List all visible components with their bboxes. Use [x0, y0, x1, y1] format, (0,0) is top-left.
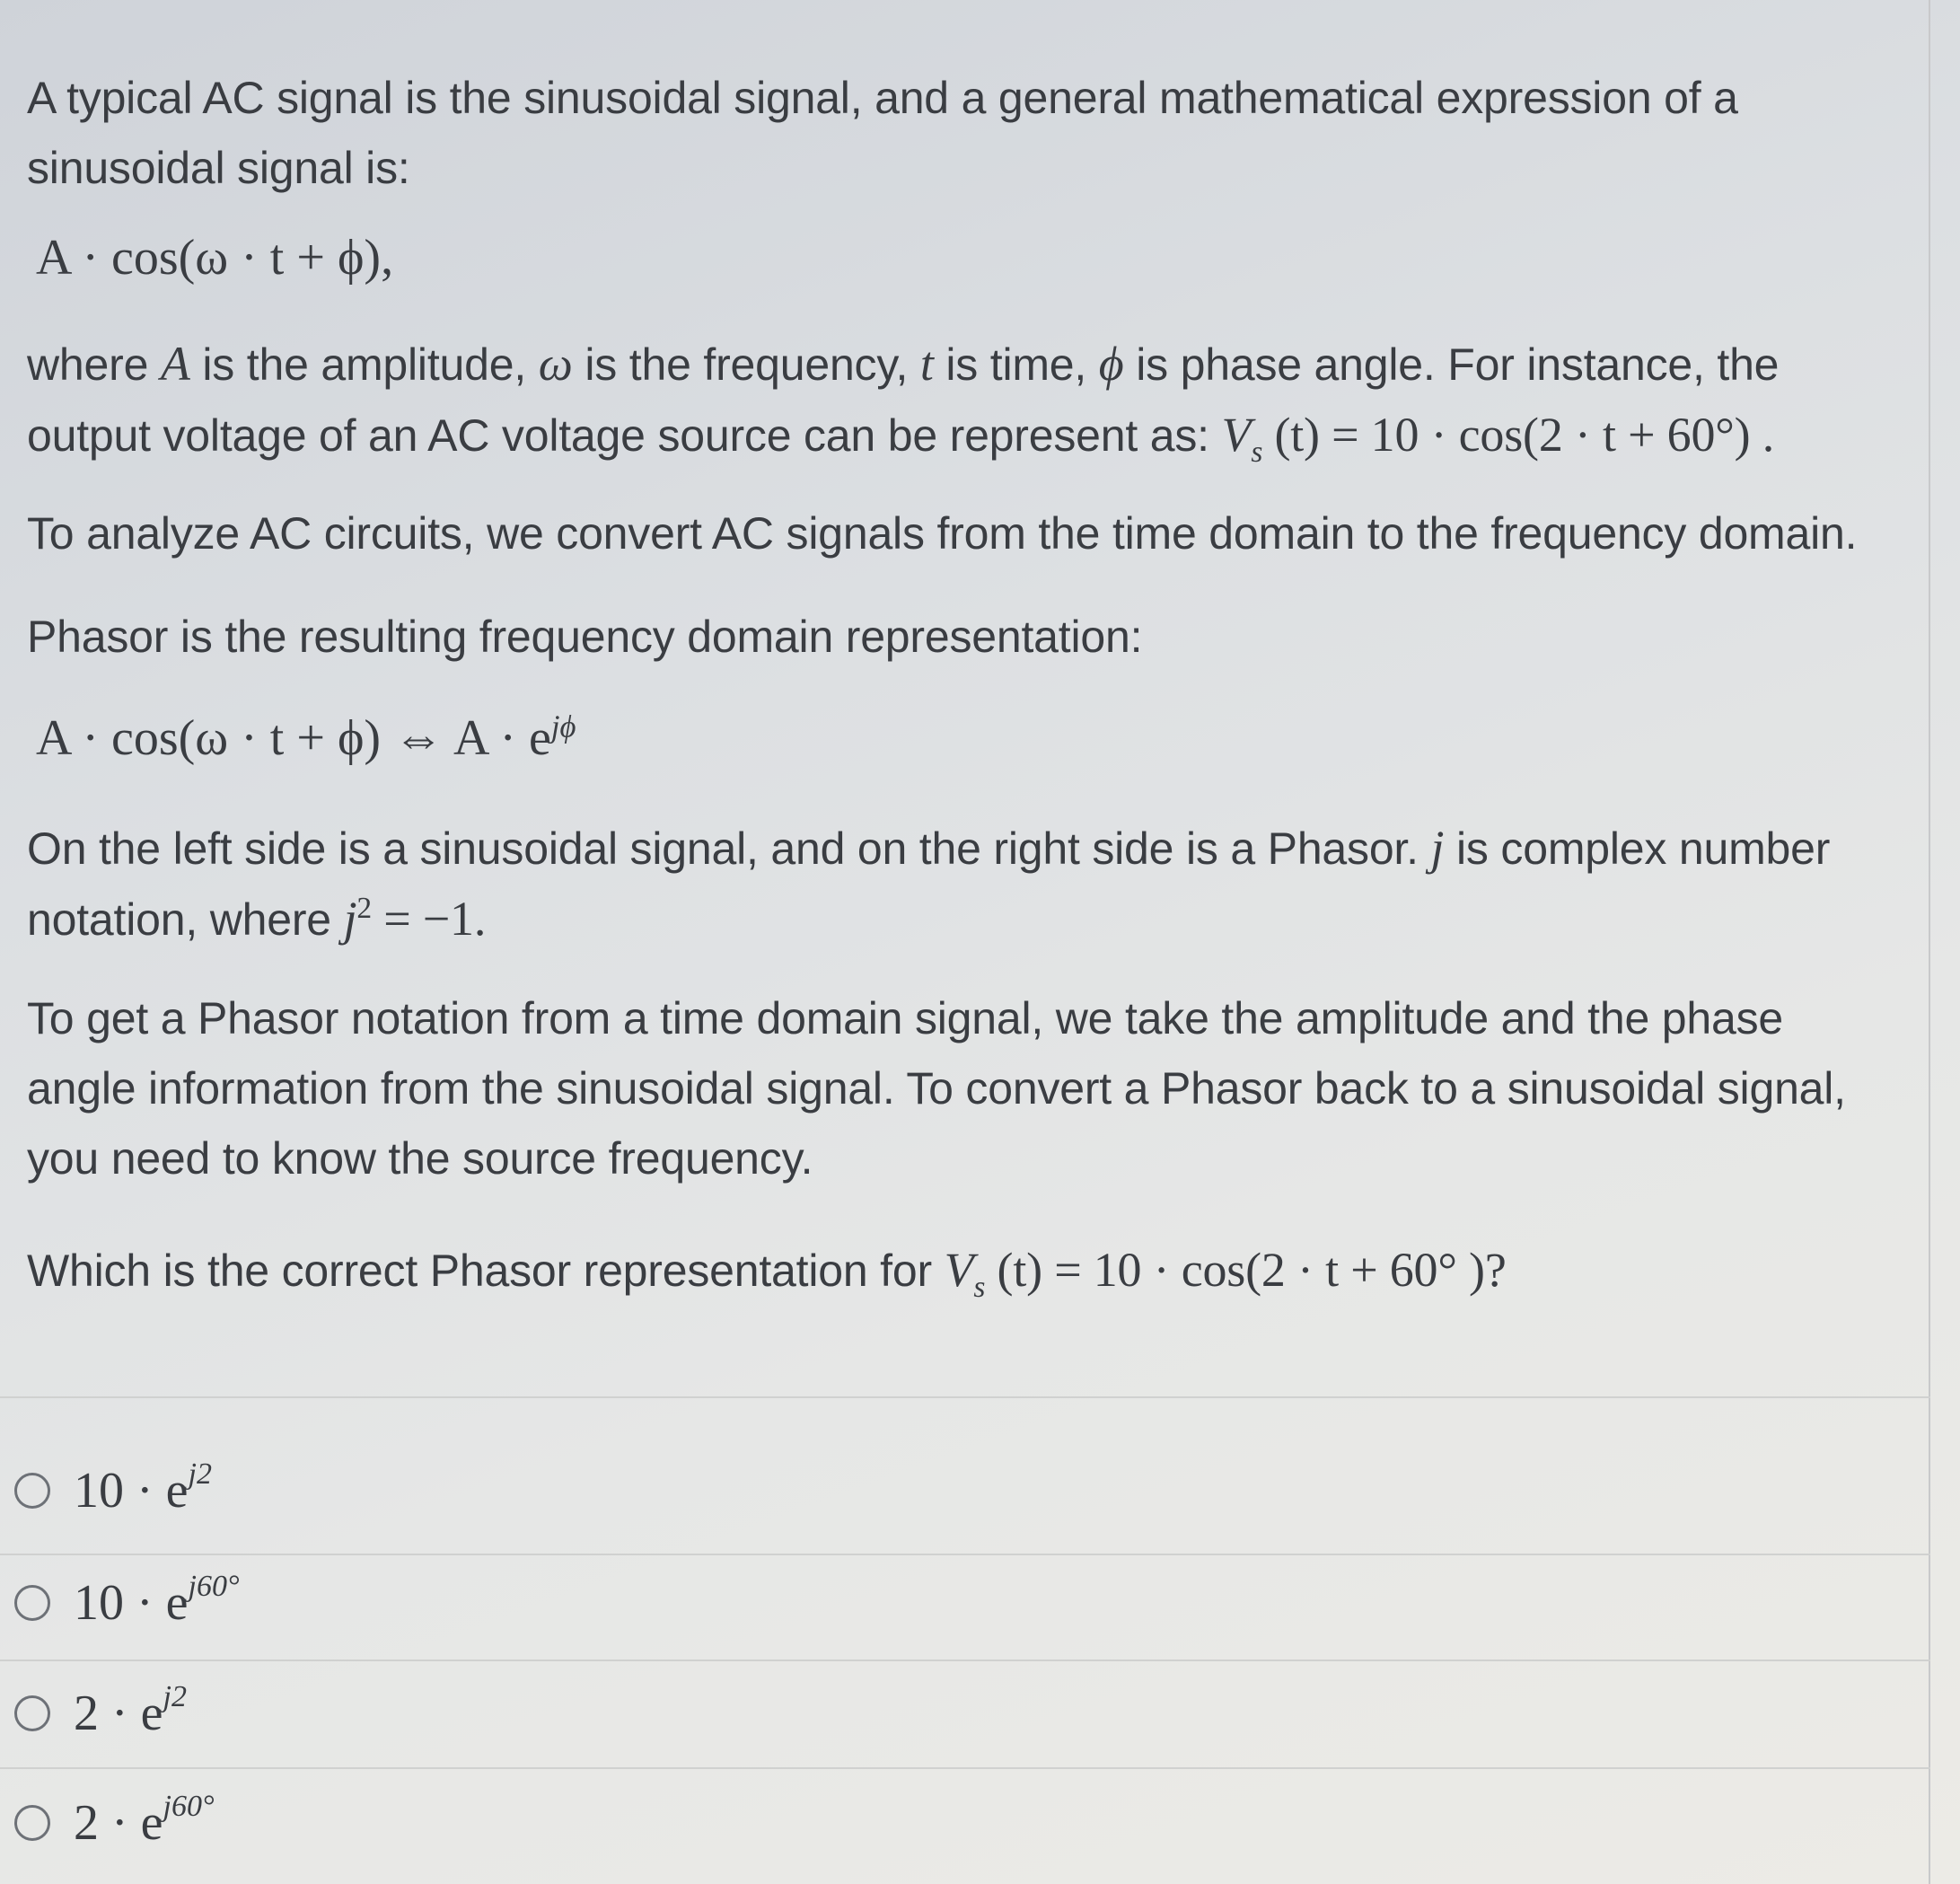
amplitude-symbol: A [160, 337, 190, 391]
sides-text: On the left side is a sinusoidal signal, and on the right side is a Phasor. j is complex number notation, where $j^2 = -1$. [27, 821, 1831, 946]
intro-text [27, 63, 1894, 203]
question-text: Which is the correct Phasor representation for $V_s$ (t) = 10 · cos(2 · t + 60° )? [27, 1243, 1507, 1304]
analyze-text: To analyze AC circuits, we convert AC signals from the time domain to the frequency domain. [27, 508, 1858, 559]
divider [0, 1767, 1930, 1769]
option-label: $10 \cdot e^{j2}$ [74, 1457, 212, 1519]
source-voltage-expression: $V_s$ (t) = 10 · cos(2 · t + 60°) . [1221, 408, 1775, 469]
intro-line-1: A typical AC signal is the sinusoidal signal, and a general mathematical expression of a [27, 73, 1738, 123]
phasor-intro-text: Phasor is the resulting frequency domain representation: [27, 612, 1143, 662]
radio-button[interactable] [14, 1695, 50, 1731]
answer-option-1[interactable] [14, 1455, 212, 1527]
option-label: $2 \cdot e^{j2}$ [74, 1680, 187, 1741]
answer-option-2[interactable] [14, 1567, 240, 1639]
frequency-symbol: ω [538, 337, 573, 391]
answer-option-4[interactable] [14, 1787, 215, 1859]
intro-line-2: sinusoidal signal is: [27, 143, 410, 193]
phase-symbol: ϕ [1098, 337, 1124, 391]
radio-button[interactable] [14, 1473, 50, 1509]
radio-button[interactable] [14, 1805, 50, 1841]
radio-button[interactable] [14, 1585, 50, 1621]
j-squared-expression: $j^2 = -1$. [343, 892, 487, 946]
sinusoid-formula: A · cos(ω · t + ϕ), [36, 230, 394, 286]
phasor-formula: A · cos(ω · t + ϕ) ⇔ $A \cdot e^{j\phi}$ [36, 709, 576, 766]
time-symbol: t [919, 337, 934, 391]
question-expression: $V_s$ (t) = 10 · cos(2 · t + 60° )? [944, 1243, 1507, 1304]
get-phasor-text: To get a Phasor notation from a time domain signal, we take the amplitude and the phase angle information from the sinusoidal signal. To convert a Phasor back to a sinusoidal signal, you need to know the source frequency. [27, 993, 1846, 1184]
option-label: $2 \cdot e^{j60^\circ}$ [74, 1790, 215, 1851]
definition-text: where A is the amplitude, ω is the frequency, t is time, ϕ is phase angle. For instance, the output voltage of an AC voltage source can be represent as: $V_s$ (t) = 10 · cos(2 · t + 60°) . [27, 337, 1780, 469]
option-label: $10 \cdot e^{j60^\circ}$ [74, 1570, 240, 1631]
divider [0, 1660, 1930, 1661]
j-symbol: j [1430, 821, 1445, 875]
answer-option-3[interactable] [14, 1677, 187, 1749]
divider [0, 1554, 1930, 1555]
divider [0, 1396, 1930, 1398]
